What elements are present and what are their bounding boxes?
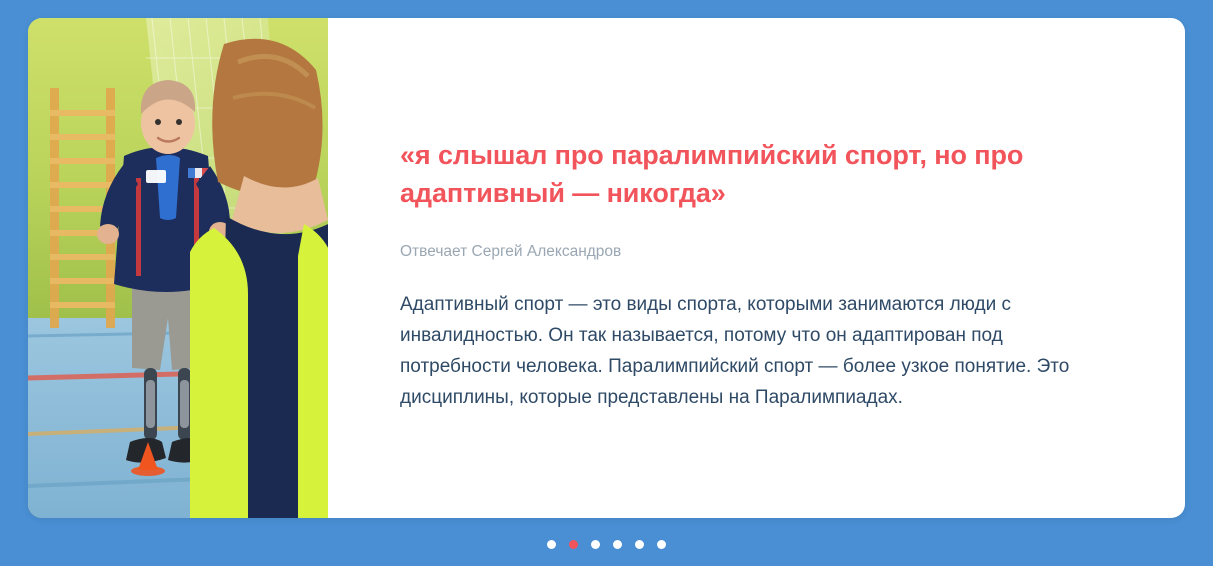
slide-photo: [28, 18, 328, 518]
slide-content: [328, 18, 1185, 518]
carousel-dot-4[interactable]: [613, 540, 622, 549]
carousel-pagination: [0, 540, 1213, 549]
slide-body-text: Адаптивный спорт — это виды спорта, которыми занимаются люди с инвалидностью. Он так называется, потому что он адаптирован под потребности человека. Паралимпийский спорт — более узкое понятие. Это дисциплины, которые представлены на Паралимпиадах.: [400, 294, 1070, 408]
answerer-label: Отвечает Сергей Александров: [400, 242, 622, 260]
carousel-dot-1[interactable]: [547, 540, 556, 549]
slide-card: [28, 18, 1185, 518]
carousel-dot-6[interactable]: [657, 540, 666, 549]
carousel-dot-2[interactable]: [569, 540, 578, 549]
carousel-dot-5[interactable]: [635, 540, 644, 549]
quote-title: «я слышал про паралимпийский спорт, но про адаптивный — никогда»: [400, 140, 1024, 209]
carousel-dot-3[interactable]: [591, 540, 600, 549]
